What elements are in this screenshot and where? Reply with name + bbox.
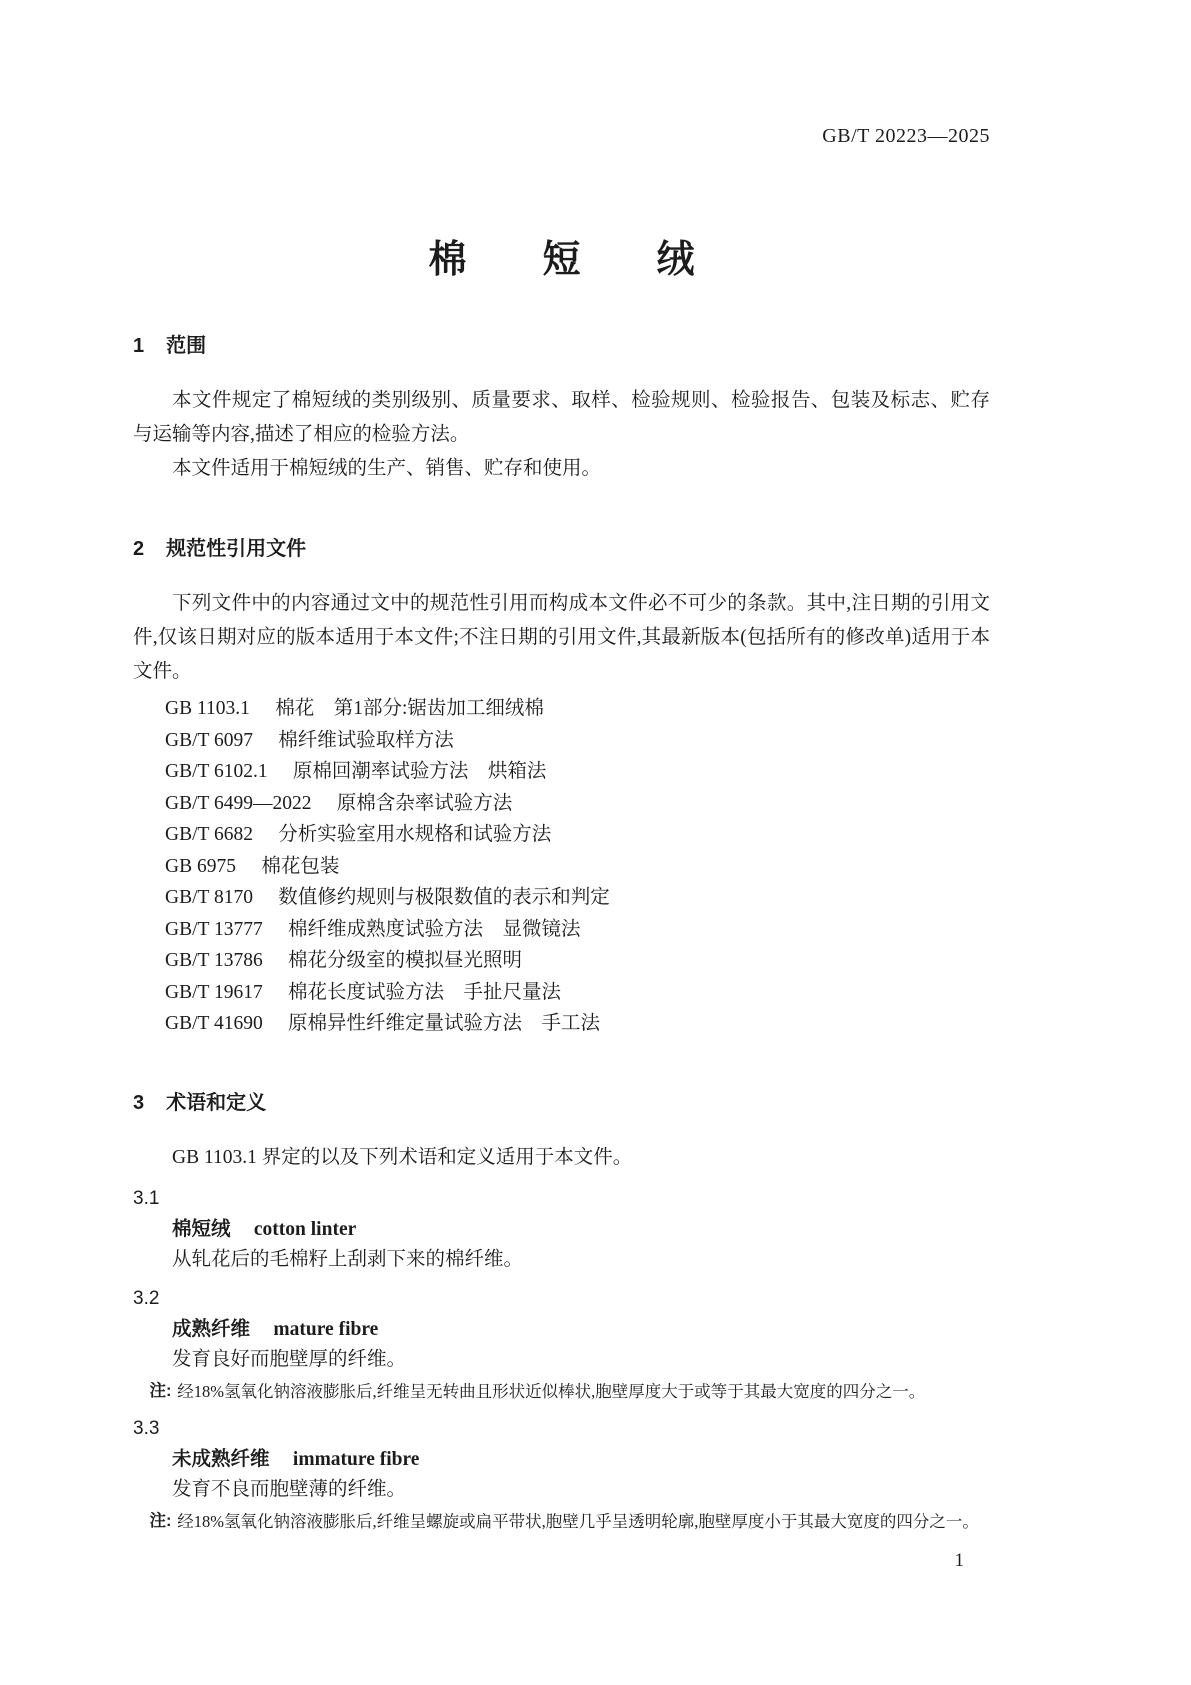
note-label: 注:	[149, 1381, 172, 1400]
section-number: 2	[133, 538, 145, 560]
section-terms-definitions	[133, 1086, 990, 1535]
term-note	[133, 1378, 990, 1405]
reference-title: 原棉异性纤维定量试验方法 手工法	[288, 1013, 601, 1034]
term-title-en: mature fibre	[273, 1318, 379, 1340]
term-title	[133, 1214, 990, 1245]
reference-item	[165, 914, 990, 946]
document-title: 棉 短 绒	[428, 239, 695, 281]
reference-title: 棉花长度试验方法 手扯尺量法	[288, 981, 562, 1003]
term-title-zh: 未成熟纤维	[172, 1447, 270, 1470]
note-label: 注:	[149, 1511, 172, 1530]
reference-item	[165, 725, 990, 757]
reference-item	[165, 945, 990, 977]
term-number: 3.2	[133, 1287, 160, 1309]
reference-item	[165, 693, 990, 725]
term-title-zh: 成熟纤维	[172, 1317, 251, 1340]
reference-item	[165, 851, 990, 883]
reference-code: GB/T 19617	[165, 981, 263, 1003]
section-scope	[133, 329, 990, 486]
reference-item	[165, 819, 990, 851]
section-3-heading	[133, 1086, 990, 1115]
term-title	[133, 1314, 990, 1345]
reference-title: 原棉回潮率试验方法 烘箱法	[292, 761, 547, 782]
section-title: 范围	[166, 335, 207, 357]
scope-paragraph-2: 本文件适用于棉短绒的生产、销售、贮存和使用。	[172, 458, 602, 479]
references-intro: 下列文件中的内容通过文中的规范性引用而构成本文件必不可少的条款。其中,注日期的引用文件,仅该日期对应的版本适用于本文件;不注日期的引用文件,其最新版本(包括所有的修改单)适用于本文件。	[133, 593, 990, 682]
reference-code: GB/T 6682	[165, 824, 253, 845]
note-text: 经18%氢氧化钠溶液膨胀后,纤维呈螺旋或扁平带状,胞壁几乎呈透明轮廓,胞壁厚度小于其最大宽度的四分之一。	[177, 1511, 979, 1531]
reference-item	[165, 756, 990, 788]
reference-code: GB/T 8170	[165, 887, 253, 908]
reference-title: 棉纤维成熟度试验方法 显微镜法	[288, 918, 581, 940]
reference-title: 分析实验室用水规格和试验方法	[278, 824, 552, 845]
reference-code: GB/T 41690	[165, 1013, 263, 1034]
page-number: 1	[954, 1550, 964, 1571]
terms-intro: GB 1103.1 界定的以及下列术语和定义适用于本文件。	[172, 1146, 633, 1168]
reference-title: 棉纤维试验取样方法	[278, 729, 454, 751]
section-2-heading	[133, 532, 990, 561]
reference-item	[165, 882, 990, 914]
reference-code: GB/T 6097	[165, 729, 253, 751]
term-definition: 从轧花后的毛棉籽上刮剥下来的棉纤维。	[172, 1248, 524, 1270]
reference-code: GB/T 13777	[165, 918, 263, 940]
reference-item	[165, 788, 990, 820]
reference-code: GB/T 13786	[165, 950, 263, 971]
section-1-heading	[133, 329, 990, 358]
reference-code: GB/T 6499—2022	[165, 792, 312, 814]
standard-code: GB/T 20223—2025	[822, 125, 990, 147]
term-definition: 发育不良而胞壁薄的纤维。	[172, 1478, 407, 1500]
reference-title: 棉花 第1部分:锯齿加工细绒棉	[275, 698, 544, 719]
term-title	[133, 1444, 990, 1475]
reference-code: GB 6975	[165, 855, 236, 877]
term-3-2	[133, 1284, 990, 1405]
section-normative-references	[133, 532, 990, 1040]
term-title-zh: 棉短绒	[172, 1217, 231, 1240]
note-text: 经18%氢氧化钠溶液膨胀后,纤维呈无转曲且形状近似棒状,胞壁厚度大于或等于其最大宽度的四分之一。	[177, 1381, 926, 1401]
reference-title: 数值修约规则与极限数值的表示和判定	[278, 887, 610, 908]
reference-code: GB/T 6102.1	[165, 761, 268, 782]
scope-paragraph-1: 本文件规定了棉短绒的类别级别、质量要求、取样、检验规则、检验报告、包装及标志、贮存与运输等内容,描述了相应的检验方法。	[133, 390, 990, 445]
term-note	[133, 1508, 990, 1535]
reference-title: 棉花分级室的模拟昼光照明	[288, 950, 523, 971]
term-3-3	[133, 1414, 990, 1535]
term-number: 3.1	[133, 1187, 160, 1209]
term-title-en: immature fibre	[292, 1448, 420, 1470]
term-number: 3.3	[133, 1417, 160, 1439]
reference-title: 原棉含杂率试验方法	[336, 792, 513, 814]
reference-list	[133, 693, 990, 1040]
reference-title: 棉花包装	[261, 855, 340, 877]
document-header	[133, 125, 990, 148]
section-title: 术语和定义	[166, 1091, 267, 1114]
section-number: 3	[133, 1091, 145, 1114]
section-number: 1	[133, 335, 145, 357]
reference-item	[165, 977, 990, 1009]
reference-item	[165, 1008, 990, 1040]
term-3-1	[133, 1184, 990, 1275]
term-definition: 发育良好而胞壁厚的纤维。	[172, 1348, 407, 1370]
reference-code: GB 1103.1	[165, 698, 250, 719]
term-title-en: cotton linter	[253, 1218, 357, 1240]
section-title: 规范性引用文件	[166, 538, 307, 560]
